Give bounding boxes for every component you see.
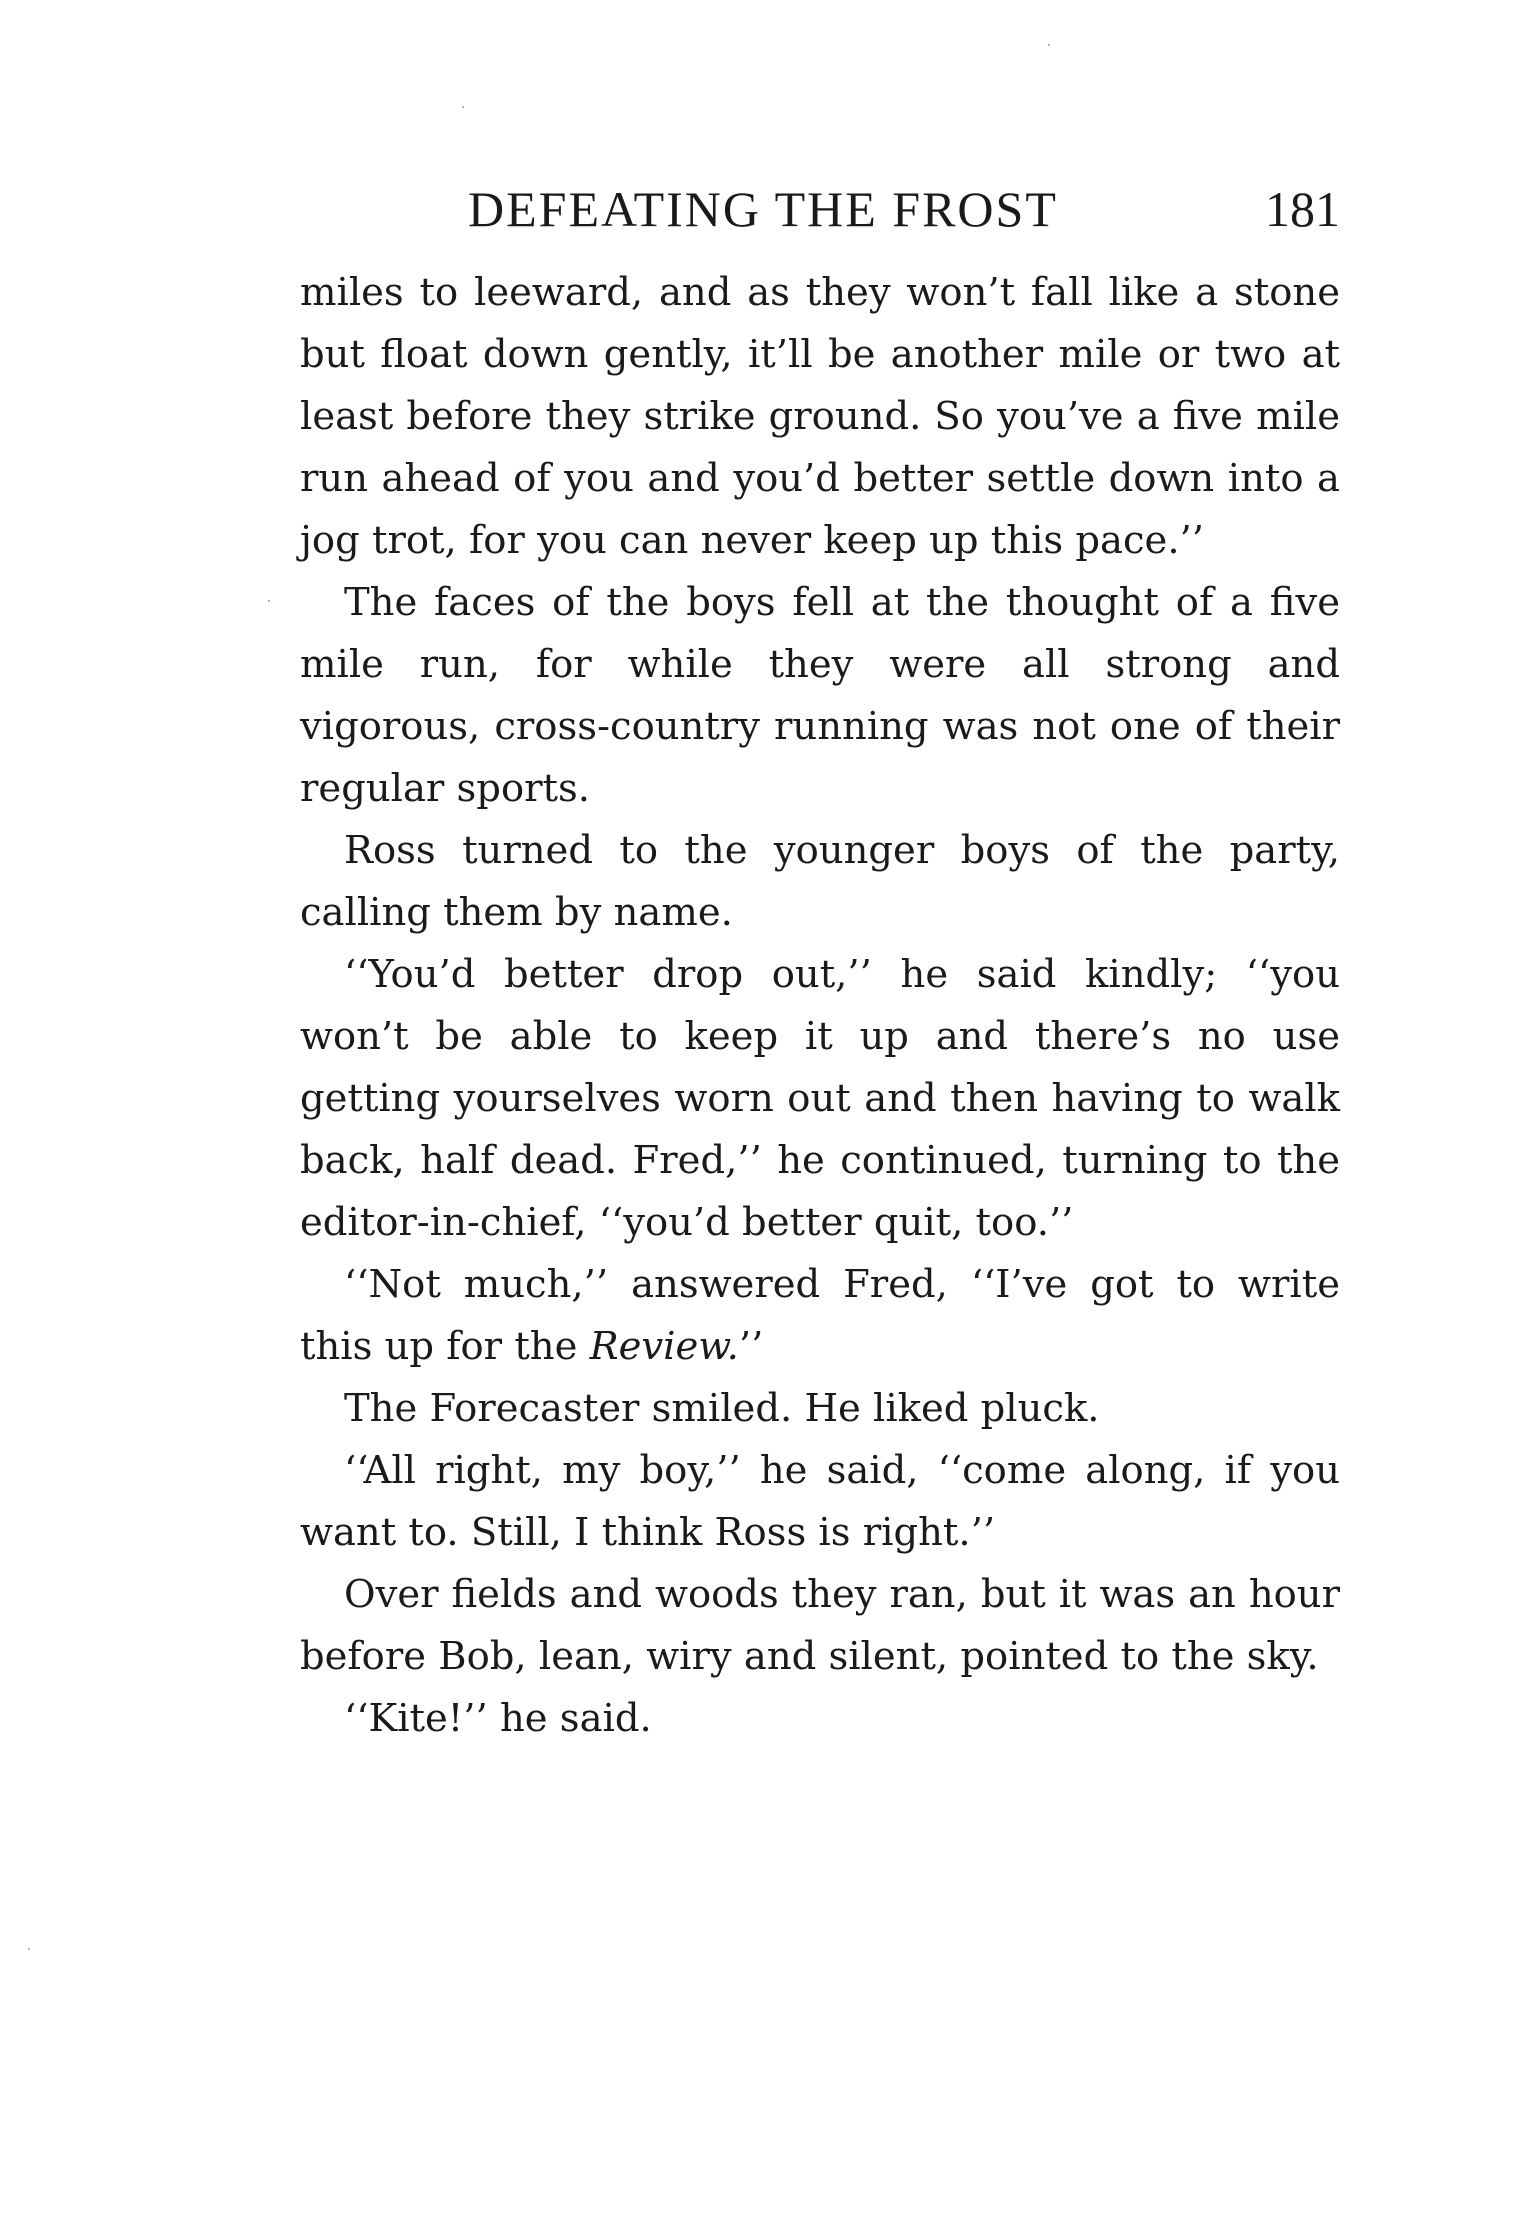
italic-title: Review. <box>589 1324 739 1369</box>
running-title: DEFEATING THE FROST <box>468 181 1058 237</box>
paragraph: ‘‘All right, my boy,’’ he said, ‘‘come along, if you want to. Still, I think Ross is right.’’ <box>300 1448 1340 1555</box>
paragraph: The faces of the boys fell at the thought of a five mile run, for while they were all strong and vigorous, cross-country running was not one of their regular sports. <box>300 580 1340 811</box>
paper-speck <box>462 106 464 108</box>
page-number: 181 <box>1265 181 1340 237</box>
paragraph-continuation: miles to leeward, and as they won’t fall like a stone but float down gently, it’ll be another mile or two at least before they strike ground. So you’ve a five mile run ahead of you and you’d better settle down into a jog trot, for you can never keep up this pace.’’ <box>300 270 1340 563</box>
body-text <box>300 262 1340 1750</box>
paper-speck <box>268 600 270 602</box>
paragraph <box>300 1254 1340 1378</box>
paragraph-text: ’’ <box>738 1324 764 1369</box>
paragraph: Over fields and woods they ran, but it was an hour before Bob, lean, wiry and silent, pointed to the sky. <box>300 1572 1340 1679</box>
running-head <box>300 178 1340 240</box>
paragraph: ‘‘You’d better drop out,’’ he said kindly; ‘‘you won’t be able to keep it up and there’s no use getting yourselves worn out and then having to walk back, half dead. Fred,’’ he continued, turning to the editor-in-chief, ‘‘you’d better quit, too.’’ <box>300 952 1340 1245</box>
paragraph: The Forecaster smiled. He liked pluck. <box>344 1386 1100 1431</box>
paper-speck <box>1048 44 1050 46</box>
paragraph: ‘‘Kite!’’ he said. <box>344 1696 652 1741</box>
paragraph: Ross turned to the younger boys of the party, calling them by name. <box>300 828 1340 935</box>
paragraph-text: ‘‘Not much,’’ answered Fred, ‘‘I’ve got to write this up for the <box>300 1262 1340 1369</box>
paper-speck <box>28 1948 30 1950</box>
